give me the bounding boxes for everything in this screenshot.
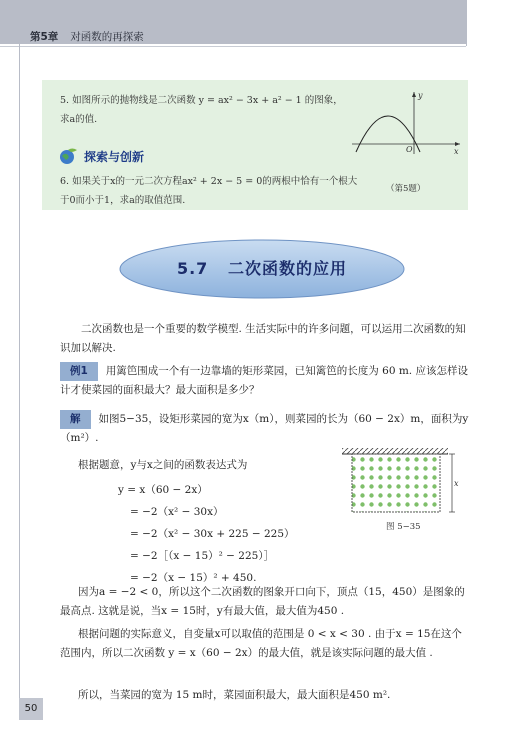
section-name: 二次函数的应用 <box>228 259 348 278</box>
chapter-header <box>30 29 144 44</box>
example-paragraph <box>60 362 472 400</box>
chapter-title: 对函数的再探索 <box>70 31 144 43</box>
garden-figure <box>340 446 462 518</box>
chapter-header-bar <box>0 0 466 44</box>
equation-line: = −2（x² − 30x + 225 − 225） <box>130 528 295 540</box>
example-text: 用篱笆围成一个有一边靠墙的矩形菜园，已知篱笆的长度为 60 m. 应该怎样设计才使菜园的面积最大？最大面积是多少？ <box>60 365 468 396</box>
conclusion-paragraph: 所以，当菜园的宽为 15 m时，菜园面积最大，最大面积是450 m². <box>78 689 391 701</box>
equation-line: = −2［（x − 15）² − 225）］ <box>130 550 275 562</box>
equation-line: = −2（x² − 30x） <box>130 506 224 518</box>
page-number: 50 <box>19 698 43 720</box>
figure-5-35-caption: 图 5−35 <box>386 522 421 532</box>
reason-paragraph-1: 因为a = −2 < 0，所以这个二次函数的图象开口向下，顶点（15，450）是图象的最高点. 这就是说，当x = 15时，y有最大值，最大值为450 . <box>60 586 465 617</box>
solution-badge: 解 <box>60 410 91 429</box>
example-badge: 例1 <box>60 362 98 381</box>
explore-label: 探索与创新 <box>84 149 145 164</box>
x-axis-label: x <box>454 147 459 156</box>
wall <box>342 448 448 454</box>
globe-icon <box>58 146 80 166</box>
equation-line: = −2（x − 15）² + 450. <box>130 572 257 584</box>
reason-paragraph-2: 根据问题的实际意义，自变量x可以取值的范围是 0 < x < 30 . 由于x = 15在这个范围内，所以二次函数 y = x（60 − 2x）的最大值，就是该实际问题的最大值 . <box>60 628 462 659</box>
header-rule <box>0 46 466 47</box>
exercise-figure-caption: （第5题） <box>386 184 426 194</box>
width-label: x <box>454 479 459 488</box>
section-title <box>117 238 407 300</box>
section-title-banner <box>117 238 407 300</box>
equation-block <box>118 479 295 589</box>
origin-label: O <box>406 145 413 154</box>
header-edge <box>466 0 467 46</box>
equation-line: y = x（60 − 2x） <box>118 484 208 496</box>
parabola-figure <box>348 86 466 156</box>
solution-paragraph <box>60 410 472 448</box>
explore-heading <box>58 146 144 166</box>
exercise-6: 6. 如果关于x的一元二次方程ax² + 2x − 5 = 0的两根中恰有一个根大于0而小于1，求a的取值范围. <box>60 176 358 206</box>
relation-line: 根据题意，y与x之间的函数表达式为 <box>78 459 248 471</box>
solution-text: 如图5−35，设矩形菜园的宽为x（m），则菜园的长为（60 − 2x）m，面积为y（m²）. <box>60 413 469 444</box>
y-axis-label: y <box>418 91 423 100</box>
margin-line <box>19 44 20 720</box>
intro-paragraph: 二次函数也是一个重要的数学模型. 生活实际中的许多问题，可以运用二次函数的知识加以解决. <box>60 323 466 354</box>
exercise-5: 5. 如图所示的抛物线是二次函数 y = ax² − 3x + a² − 1 的图象，求a的值. <box>60 95 343 125</box>
garden-plot <box>352 454 440 512</box>
section-number: 5.7 <box>176 259 209 278</box>
chapter-number: 第5章 <box>30 31 59 43</box>
